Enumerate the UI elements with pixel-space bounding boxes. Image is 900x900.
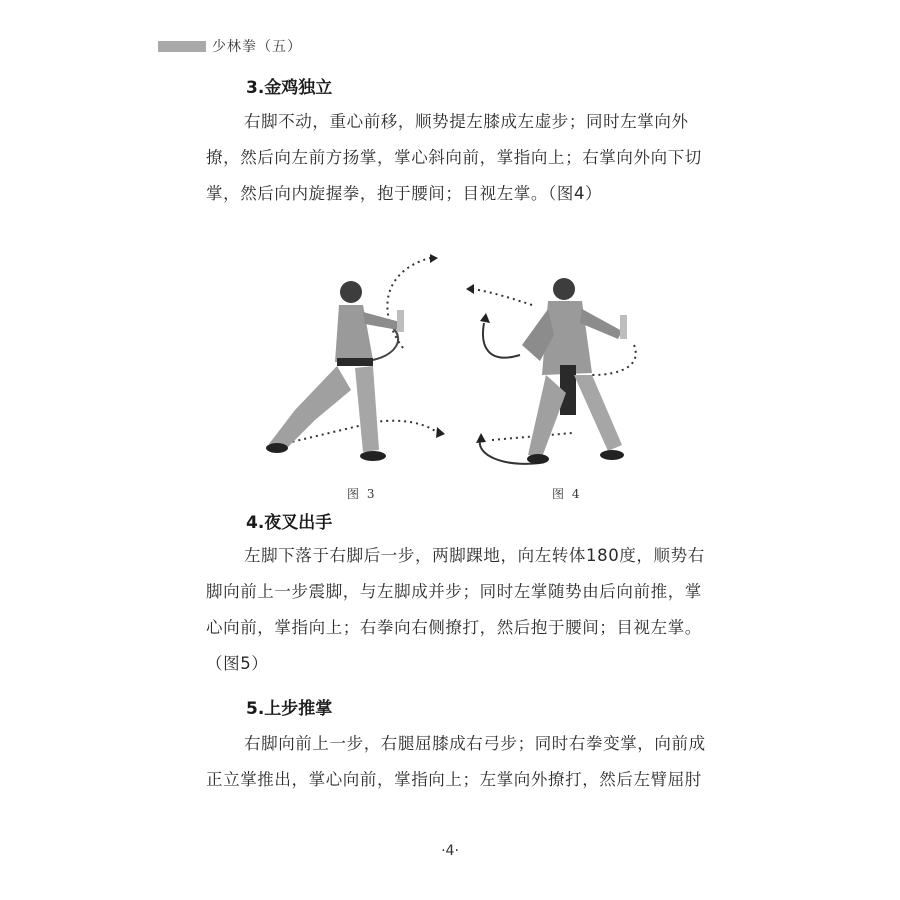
martial-artist-figure <box>522 278 627 464</box>
section-body-3: 右脚不动，重心前移，顺势提左膝成左虚步；同时左掌向外撩，然后向左前方扬掌，掌心斜向前，掌指向上；右掌向外向下切掌，然后向内旋握拳，抱于腰间；目视左掌。（图4） <box>206 112 702 203</box>
page-number: ·4· <box>441 843 459 859</box>
figure-4-caption: 图 4 <box>552 487 582 501</box>
section-heading-3: 3.金鸡独立 <box>246 78 333 98</box>
figure-3-illustration <box>255 250 465 475</box>
motion-arrow-upper <box>387 258 430 348</box>
motion-arc <box>373 328 398 360</box>
section-heading-4: 4.夜叉出手 <box>246 513 333 533</box>
running-title: 少林拳（五） <box>212 39 302 55</box>
arrowhead-upper <box>430 254 438 263</box>
header-gray-bar <box>158 41 206 52</box>
section-body-4: 左脚下落于右脚后一步，两脚踝地，向左转体180度，顺势右脚向前上一步震脚，与左脚成并步；同时左掌随势由后向前推，掌心向前，掌指向上；右拳向右侧撩打，然后抱于腰间；目视左掌。（图5） <box>206 546 705 673</box>
figure-3-caption: 图 3 <box>347 487 377 501</box>
section-body-5: 右脚向前上一步，右腿屈膝成右弓步；同时右拳变掌，向前成正立掌推出，掌心向前，掌指向上；左掌向外撩打，然后左臂屈肘 <box>206 734 706 789</box>
motion-arrow-upper-left <box>472 289 532 305</box>
arrowhead-arc-left <box>480 313 490 323</box>
motion-arrow-right <box>592 345 636 375</box>
arrowhead-lower <box>436 427 445 438</box>
section-heading-5: 5.上步推掌 <box>246 699 333 719</box>
arrowhead-upper-left <box>466 284 474 294</box>
arrowhead-lower <box>476 433 486 443</box>
martial-artist-figure <box>266 281 404 461</box>
motion-arc-left <box>483 323 520 358</box>
figure-4-illustration <box>462 265 672 475</box>
running-header <box>158 36 302 56</box>
